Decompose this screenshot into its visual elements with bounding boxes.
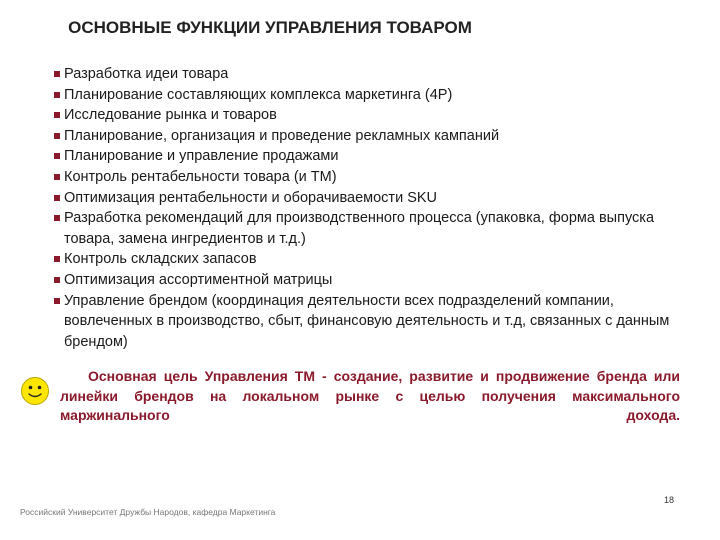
bullet-icon <box>54 71 60 77</box>
bullet-icon <box>54 92 60 98</box>
list-item <box>54 64 694 85</box>
list-item-text: Оптимизация рентабельности и оборачиваемости SKU <box>64 189 438 206</box>
list-item <box>54 126 694 147</box>
list-item <box>54 291 694 353</box>
list-item-text: Контроль складских запасов <box>64 251 257 268</box>
list-item-text: Разработка идеи товара <box>64 66 229 82</box>
list-item <box>54 249 694 270</box>
bullet-icon <box>54 112 60 118</box>
bullet-icon <box>54 195 60 201</box>
list-item <box>54 85 694 106</box>
list-item <box>54 208 694 249</box>
bullet-icon <box>54 215 60 221</box>
list-item-text: Контроль рентабельности товара (и ТМ) <box>64 168 337 185</box>
list-item-text: Управление брендом (координация деятельности всех подразделений компании, вовлеченных в производство, сбыт, финансовую деятельность и т.д, связанных с данным брендом) <box>64 292 670 350</box>
bullet-icon <box>54 174 60 180</box>
goal-statement: Основная цель Управления ТМ - создание, развитие и продвижение бренда или линейки брендов на локальном рынке с целью получения максимального маржинального дохода. <box>60 368 680 424</box>
bullet-icon <box>54 133 60 139</box>
footer-text: Российский Университет Дружбы Народов, кафедра Маркетинга <box>20 507 276 517</box>
page-number: 18 <box>664 495 675 505</box>
list-item-text: Оптимизация ассортиментной матрицы <box>64 271 333 288</box>
list-item-text: Планирование и управление продажами <box>64 148 339 165</box>
list-item <box>54 167 694 188</box>
list-item <box>54 105 694 126</box>
page-title: ОСНОВНЫЕ ФУНКЦИИ УПРАВЛЕНИЯ ТОВАРОМ <box>68 18 472 37</box>
bullet-icon <box>54 298 60 304</box>
list-item-text: Планирование составляющих комплекса маркетинга (4P) <box>64 86 453 103</box>
bullet-icon <box>54 277 60 283</box>
list-item <box>54 270 694 291</box>
list-item-text: Разработка рекомендаций для производственного процесса (упаковка, форма выпуска товара, замена ингредиентов и т.д.) <box>64 210 655 247</box>
list-item <box>54 188 694 209</box>
list-item-text: Планирование, организация и проведение рекламных кампаний <box>64 127 500 144</box>
functions-list <box>54 64 694 352</box>
list-item-text: Исследование рынка и товаров <box>64 107 277 124</box>
bullet-icon <box>54 256 60 262</box>
bullet-icon <box>54 153 60 159</box>
list-item <box>54 146 694 167</box>
smiley-icon <box>20 376 50 406</box>
